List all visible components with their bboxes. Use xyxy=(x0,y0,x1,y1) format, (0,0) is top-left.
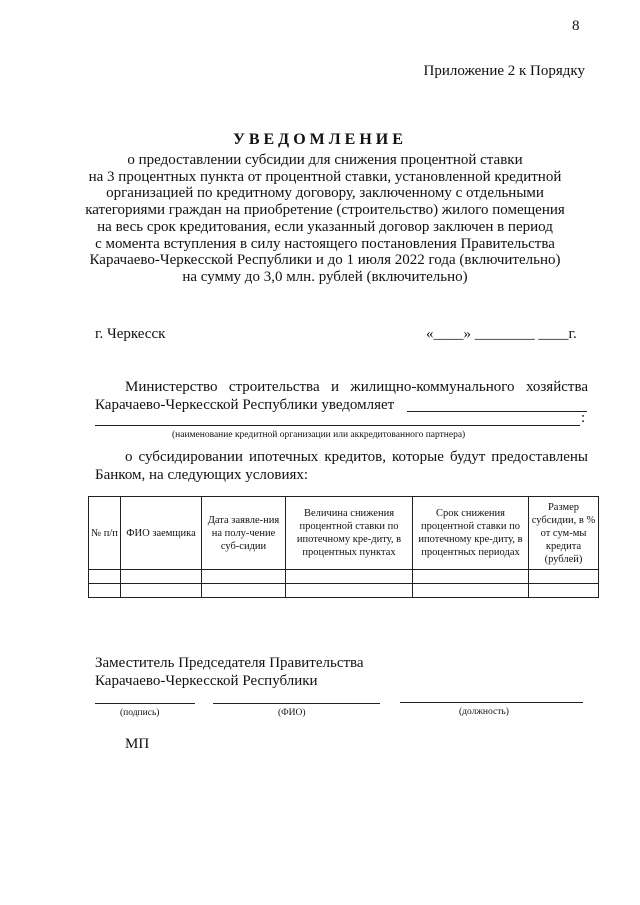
subtitle-line: на 3 процентных пункта от процентной ставки, установленной кредитной xyxy=(88,168,562,185)
subsidy-line-2: Банком, на следующих условиях: xyxy=(95,467,309,483)
table-cell[interactable] xyxy=(89,570,121,584)
header-cell-number: № п/п xyxy=(89,497,121,570)
subtitle-line: с момента вступления в силу настоящего постановления Правительства xyxy=(95,235,555,252)
page-number: 8 xyxy=(572,18,580,34)
table-row xyxy=(89,584,599,598)
signatory-line-2: Карачаево-Черкесской Республики xyxy=(95,673,318,689)
table-cell[interactable] xyxy=(413,584,529,598)
signature-blank xyxy=(95,703,195,704)
subtitle-line: категориями граждан на приобретение (строительство) жилого помещения xyxy=(85,202,565,219)
document-subtitle xyxy=(80,152,570,286)
subsidy-table xyxy=(88,496,599,598)
table-cell[interactable] xyxy=(121,570,202,584)
subtitle-line: организацией по кредитному договору, заключенному с отдельными xyxy=(106,185,544,202)
ministry-paragraph xyxy=(95,378,588,414)
table-cell[interactable] xyxy=(286,584,413,598)
table-cell[interactable] xyxy=(202,584,286,598)
fio-blank xyxy=(213,703,380,704)
colon-mark: : xyxy=(581,410,586,426)
bank-name-blank-1 xyxy=(407,411,587,412)
table-cell[interactable] xyxy=(121,584,202,598)
table-cell[interactable] xyxy=(89,584,121,598)
signature-caption: (подпись) xyxy=(120,708,160,718)
header-cell-borrower: ФИО заемщика xyxy=(121,497,202,570)
subsidy-line-1: о субсидировании ипотечных кредитов, которые будут предоставлены xyxy=(125,449,588,465)
fio-caption: (ФИО) xyxy=(278,708,306,718)
header-cell-rate-reduction: Величина снижения процентной ставки по ипотечному кре-диту, в процентных пунктах xyxy=(286,497,413,570)
table-header-row xyxy=(89,497,599,570)
document-title: УВЕДОМЛЕНИЕ xyxy=(233,131,407,148)
table-cell[interactable] xyxy=(286,570,413,584)
table-cell[interactable] xyxy=(413,570,529,584)
position-blank xyxy=(400,702,583,703)
bank-name-blank-2 xyxy=(95,425,580,426)
ministry-line-1: Министерство строительства и жилищно-коммунального хозяйства xyxy=(125,379,588,395)
signatory-title xyxy=(95,654,364,690)
city-label: г. Черкесск xyxy=(95,326,166,342)
subtitle-line: Карачаево-Черкесской Республики и до 1 июля 2022 года (включительно) xyxy=(89,252,561,269)
subtitle-line: на весь срок кредитования, если указанный договор заключен в период xyxy=(97,218,553,235)
table-row xyxy=(89,570,599,584)
appendix-reference: Приложение 2 к Порядку xyxy=(423,63,585,79)
subtitle-line: о предоставлении субсидии для снижения процентной ставки xyxy=(127,152,523,168)
position-caption: (должность) xyxy=(459,707,509,717)
table-cell[interactable] xyxy=(529,570,599,584)
table-cell[interactable] xyxy=(529,584,599,598)
date-field: «____» ________ ____г. xyxy=(426,326,577,342)
signatory-line-1: Заместитель Председателя Правительства xyxy=(95,655,364,671)
subtitle-line: на сумму до 3,0 млн. рублей (включительно) xyxy=(182,268,468,285)
table-cell[interactable] xyxy=(202,570,286,584)
subsidy-paragraph xyxy=(95,448,588,484)
header-cell-subsidy-amount: Размер субсидии, в % от сум-мы кредита (рублей) xyxy=(529,497,599,570)
header-cell-date: Дата заявле-ния на полу-чение суб-сидии xyxy=(202,497,286,570)
ministry-line-2: Карачаево-Черкесской Республики уведомляет xyxy=(95,397,395,413)
bank-caption: (наименование кредитной организации или аккредитованного партнера) xyxy=(172,430,466,440)
seal-placeholder: МП xyxy=(125,736,150,752)
header-cell-term: Срок снижения процентной ставки по ипотечному кре-диту, в процентных периодах xyxy=(413,497,529,570)
